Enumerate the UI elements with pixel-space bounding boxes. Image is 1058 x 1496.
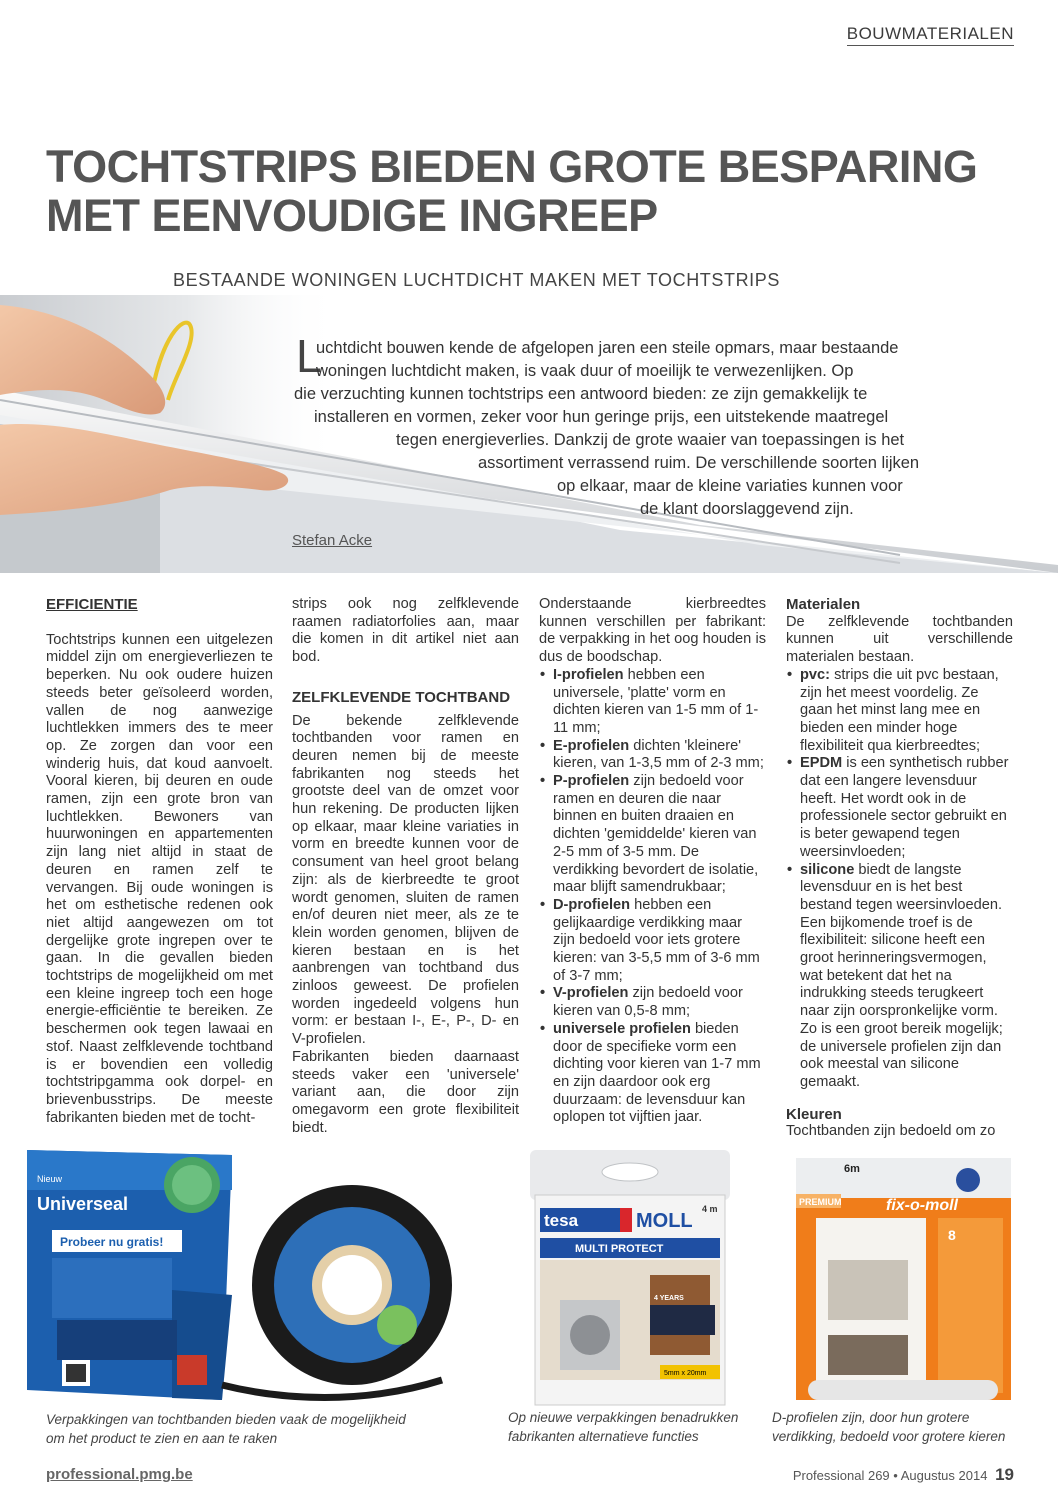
universeal-brand-text: Universeal [37, 1194, 129, 1214]
universeal-new-text: Nieuw [37, 1174, 63, 1184]
title-line: MET EENVOUDIGE INGREEP [46, 190, 658, 241]
section-heading: Materialen [786, 596, 861, 613]
intro-line: uchtdicht bouwen kende de afgelopen jaren een steile opmars, maar bestaande [316, 339, 899, 357]
intro-line: installeren en vormen, zeker voor hun geringe prijs, een uitstekende maatregel [314, 408, 889, 426]
tesa-size-text: 5mm x 20mm [664, 1370, 707, 1377]
tesa-brand-text: tesa [544, 1211, 579, 1230]
profile-list [539, 667, 766, 1127]
fixomoll-length-text: 6m [844, 1163, 860, 1175]
fixomoll-photo [788, 1150, 1018, 1408]
photo-caption: D-profielen zijn, door hun grotere verdikking, bedoeld voor grotere kieren [772, 1410, 1006, 1444]
section-heading: EFFICIENTIE [46, 596, 138, 613]
body-text: De zelfklevende tochtbanden kunnen uit verschillende materialen bestaan. [786, 613, 1013, 666]
article-title [46, 142, 1006, 240]
list-item: • pvc: strips die uit pvc bestaan, zijn het meest voordelig. Ze gaan het minst lang mee en bieden een minder hoge flexibiliteit qua kierbreedtes; [786, 667, 1013, 756]
list-item: • E-profielen dichten 'kleinere' kieren, van 1-3,5 mm of 2-3 mm; [539, 738, 766, 773]
tesa-band-text: MULTI PROTECT [575, 1243, 664, 1255]
issue-text: Professional 269 • Augustus 2014 [792, 1468, 988, 1483]
column-4 [786, 596, 1013, 1141]
column-2 [292, 596, 519, 1137]
list-item: • universele profielen bieden door de specifieke vorm een dichting voor kieren van 1-7 mm en zijn daardoor ook erg duurzaam: de levensduur kan oplopen tot vijftien jaar. [539, 1021, 766, 1127]
intro-line: tegen energieverlies. Dankzij de grote waaier van toepassingen is het [396, 431, 905, 449]
intro-line: die verzuchting kunnen tochtstrips een antwoord bieden: ze zijn gemakkelijk te [294, 385, 868, 403]
photo-caption: Verpakkingen van tochtbanden bieden vaak de mogelijkheid om het product te zien en aan te raken [46, 1412, 406, 1446]
body-text: Onderstaande kierbreedtes kunnen verschillen per fabrikant: de verpakking in het oog houden is dus de boodschap. [539, 596, 766, 666]
column-1 [46, 596, 273, 1127]
section-tag: BOUWMATERIALEN [847, 24, 1014, 46]
material-list [786, 667, 1013, 1092]
footer-url[interactable]: professional.pmg.be [46, 1466, 193, 1483]
page-number: 19 [995, 1465, 1014, 1484]
moll-brand-text: MOLL [636, 1210, 693, 1232]
tesa-length-text: 4 m [702, 1204, 718, 1214]
body-text: Fabrikanten bieden daarnaast steeds vaker een 'universele' variant aan, die door zijn omegavorm een grote flexibiliteit biedt. [292, 1048, 519, 1136]
list-item: • D-profielen hebben een gelijkaardige verdikking maar zijn bedoeld voor iets grotere kieren: van 3-5,5 mm of 3-6 mm of 3-7 mm; [539, 897, 766, 986]
fixomoll-count-text: 8 [948, 1227, 956, 1243]
body-text: Tochtbanden zijn bedoeld om zo [786, 1123, 996, 1140]
column-3 [539, 596, 766, 1127]
photo-caption: Op nieuwe verpakkingen benadrukken fabrikanten alternatieve functies [508, 1410, 739, 1444]
list-item: • EPDM is een synthetisch rubber dat een langere levensduur heeft. Het wordt ook in de professionele sector gebruikt en is beter gewapend tegen weersinvloeden; [786, 755, 1013, 861]
fixomoll-brand-text: fix-o-moll [886, 1197, 958, 1214]
intro-line: de klant doorslaggevend zijn. [640, 500, 854, 518]
list-item: • I-profielen hebben een universele, 'platte' vorm en dichten kieren van 1-5 mm of 1-11 mm; [539, 667, 766, 738]
intro-line: op elkaar, maar de kleine variaties kunnen voor [557, 477, 903, 495]
fixomoll-premium-text: PREMIUM [799, 1197, 842, 1207]
intro-line: woningen luchtdicht maken, is vaak duur of moeilijk te verwezenlijken. Op [316, 362, 854, 380]
article-subtitle: BESTAANDE WONINGEN LUCHTDICHT MAKEN MET TOCHTSTRIPS [173, 270, 780, 290]
drop-cap: L [296, 330, 322, 382]
list-item: • silicone biedt de langste levensduur en is het best bestand tegen weersinvloeden. Een bijkomende troef is de flexibiliteit: silicone heeft een groot herinneringsvermogen, wat betekent dat het na indrukking steeds terugkeert naar zijn oorspronkelijke vorm. Zo is een groot bereik mogelijk; de universele profielen zijn dan ook meestal van silicone gemaakt. [786, 862, 1013, 1092]
universeal-banner-text: Probeer nu gratis! [60, 1235, 164, 1249]
list-item: • V-profielen zijn bedoeld voor kieren van 0,5-8 mm; [539, 985, 766, 1020]
body-text: De bekende zelfklevende tochtbanden voor ramen en deuren nemen bij de meeste fabrikanten nog steeds het grootste deel van de omzet voor hun rekening. De producten lijken op elkaar, maar kleine variaties in vorm en breedte kunnen voor de consument van heel groot belang zijn: als de kierbreedte te groot wordt genomen, sluiten de ramen en/of deuren niet meer, als ze te klein worden genomen, blijven de kieren bestaan en is het aanbrengen van tochtband dus zinloos geweest. De profielen worden ingedeeld volgens hun vorm: er bestaan I-, E-, P-, D- en V-profielen. [292, 712, 519, 1048]
body-text: Tochtstrips kunnen een uitgelezen middel zijn om energieverliezen te beperken. Nu ook oudere huizen steeds beter geïsoleerd worden, vallen de nog aanwezige luchtlekken immers des te meer op. Ze zorgen dan voor een winderig huis, dat koud aanvoelt. Vooral kieren, bij deuren en oude ramen, zijn een grote bron van luchtlekken. Bewoners van huurwoningen en appartementen zijn lang niet altijd in staat de deuren en ramen zelf te vervangen. Bij oude woningen is het om esthetische redenen ook niet altijd aangewezen om tot dergelijke grote ingrepen over te gaan. In die gevallen bieden tochtstrips de mogelijkheid om met een kleine ingreep toch een hoge energie-efficiëntie te bereiken. Ze beschermen ook tegen lawaai en stof. Naast zelfklevende tochtband is er bovendien een volledig tochtstripgamma ook dorpel- en brievenbusstrips. De meeste fabrikanten bieden met de tocht- [46, 631, 273, 1126]
title-line: TOCHTSTRIPS BIEDEN GROTE BESPARING [46, 141, 978, 192]
section-heading: ZELFKLEVENDE TOCHTBAND [292, 688, 511, 706]
section-heading: Kleuren [786, 1105, 842, 1123]
intro-line: assortiment verrassend ruim. De verschillende soorten lijken [478, 454, 920, 472]
author-byline: Stefan Acke [292, 532, 373, 549]
tesa-years-text: 4 YEARS [654, 1295, 684, 1302]
body-text: strips ook nog zelfklevende raamen radiatorfolies aan, maar die komen in dit artikel niet aan bod. [292, 596, 519, 666]
universeal-photo [22, 1150, 452, 1408]
tesa-moll-photo [530, 1150, 730, 1408]
footer-issue [793, 1465, 1014, 1485]
list-item: • P-profielen zijn bedoeld voor ramen en deuren die naar binnen en buiten draaien en dichten 'gemiddelde' kieren van 2-5 mm of 3-5 mm. De verdikking bevordert de isolatie, maar blijft samendrukbaar; [539, 773, 766, 897]
